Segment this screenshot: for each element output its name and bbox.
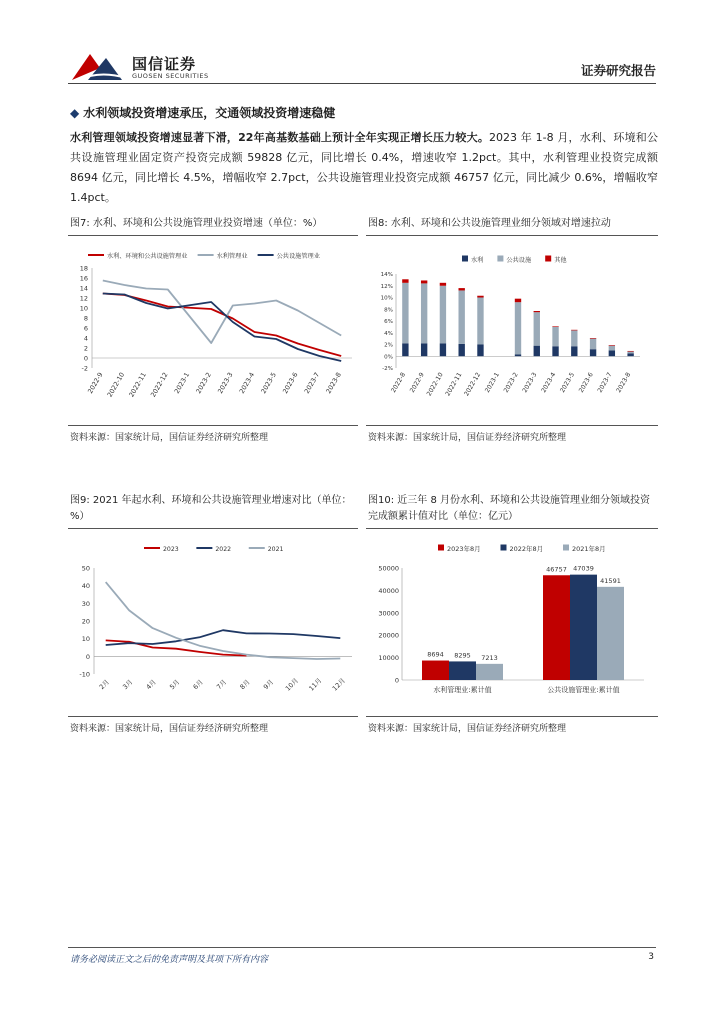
- y-tick-1: 0: [85, 652, 90, 661]
- legend-label-1: 水利管理业: [216, 253, 248, 260]
- x-tick-12: 2023-8: [615, 371, 633, 394]
- series-line-2: [106, 582, 341, 659]
- y-tick-6: 50: [81, 564, 90, 573]
- x-tick-2: 2022-11: [127, 371, 148, 399]
- x-tick-1: 3月: [121, 677, 135, 692]
- y-tick-1: 0: [83, 354, 88, 363]
- fig10-chart: [366, 532, 658, 714]
- bar-2-3: [459, 288, 465, 290]
- y-tick-3: 30000: [378, 609, 399, 618]
- legend-label-0: 2023: [163, 546, 179, 553]
- x-tick-10: 12月: [330, 676, 347, 693]
- body-paragraph: [70, 128, 658, 208]
- fig7-source: 资料来源：国家统计局，国信证券经济研究所整理: [70, 433, 269, 443]
- bar-1-12: [627, 352, 633, 354]
- bar-1-7: [534, 312, 540, 345]
- x-tick-9: 11月: [307, 676, 324, 693]
- legend-label-0: 2023年8月: [447, 545, 481, 553]
- x-tick-7: 2023-3: [521, 371, 539, 394]
- bar-2-6: [515, 299, 521, 303]
- bar-0-2: [440, 343, 446, 356]
- bar-0-3: [459, 344, 465, 356]
- bar-2-12: [627, 351, 633, 352]
- legend-swatch-1: [497, 256, 503, 262]
- y-tick-8: 14: [79, 284, 88, 293]
- x-tick-8: 2023-5: [259, 371, 278, 395]
- bar-0-8: [552, 346, 558, 356]
- fig8-chart: [366, 238, 658, 423]
- x-tick-3: 2022-11: [444, 371, 464, 398]
- x-tick-11: 2023-7: [596, 371, 614, 394]
- bar-1-8: [552, 327, 558, 346]
- page-number: 3: [648, 952, 654, 962]
- guosen-logo: [70, 50, 130, 84]
- y-tick-2: 2: [83, 344, 88, 353]
- x-tick-5: 2023-2: [194, 371, 213, 395]
- x-tick-4: 2022-12: [463, 371, 483, 398]
- y-tick-0: -2%: [382, 366, 393, 373]
- bar-0-4: [477, 345, 483, 357]
- legend-swatch-2: [545, 256, 551, 262]
- y-tick-2: 2%: [384, 342, 393, 349]
- y-tick-1: 0%: [384, 354, 393, 361]
- x-tick-1: 公共设施管理业:累计值: [547, 686, 620, 694]
- data-label-1-0: 8295: [454, 651, 471, 660]
- fig9-top-rule: [68, 528, 358, 529]
- fig7-top-rule: [68, 235, 358, 236]
- diamond-bullet-icon: ◆: [70, 106, 80, 120]
- x-tick-2: 4月: [144, 677, 158, 692]
- y-tick-5: 8%: [384, 307, 393, 314]
- x-tick-1: 2022-9: [408, 371, 426, 394]
- bar-0-9: [571, 346, 577, 356]
- x-tick-0: 2022-8: [390, 371, 408, 394]
- y-tick-4: 6%: [384, 319, 393, 326]
- footer-disclaimer: 请务必阅读正文之后的免责声明及其项下所有内容: [70, 955, 269, 965]
- y-tick-2: 10: [81, 635, 90, 644]
- y-tick-2: 20000: [378, 631, 399, 640]
- legend-label-2: 2021: [267, 546, 284, 553]
- x-tick-8: 2023-4: [540, 371, 558, 394]
- bar-0-0: [402, 343, 408, 356]
- fig10-bottom-rule: [366, 716, 658, 717]
- bar-0-1: [421, 343, 427, 356]
- legend-label-0: 水利、环境和公共设施管理业: [107, 253, 188, 260]
- bar-1-4: [477, 298, 483, 345]
- legend-label-2: 公共设施管理业: [276, 253, 320, 260]
- fig10-title: 图10: 近三年 8 月份水利、环境和公共设施管理业细分领域投资完成额累计值对比（单位：亿元）: [368, 495, 650, 522]
- bar-1-0: [449, 661, 476, 680]
- fig7-title: 图7: 水利、环境和公共设施管理业投资增速（单位：%）: [70, 218, 323, 229]
- legend-swatch-0: [462, 256, 468, 262]
- bar-2-8: [552, 326, 558, 327]
- bar-1-11: [609, 346, 615, 351]
- para-rest: 2023 年 1-8 月，水利、环境和公共设施管理业固定资产投资完成额 59828 亿元，同比增长 0.4%，增速收窄 1.2pct。其中，水利管理业投资完成额 8694 亿元，同比增长 4.5%，增幅收窄 2.7pct，公共设施管理业投资完成额 46757 亿元，同比减少 0.6%，增幅收窄 1.4pct。: [70, 131, 659, 204]
- bar-2-1: [421, 280, 427, 283]
- legend-swatch-2: [563, 545, 569, 551]
- bar-2-10: [590, 338, 596, 339]
- fig8-source: 资料来源：国家统计局，国信证券经济研究所整理: [368, 433, 567, 443]
- x-tick-3: 2022-12: [149, 371, 170, 399]
- bar-1-1: [570, 575, 597, 680]
- series-line-1: [106, 630, 341, 645]
- x-tick-7: 9月: [261, 677, 276, 692]
- legend-label-1: 公共设施: [506, 257, 532, 264]
- x-tick-10: 2023-6: [577, 371, 595, 394]
- fig7-chart: [68, 238, 360, 423]
- report-type: 证券研究报告: [580, 63, 656, 78]
- x-tick-6: 2023-2: [502, 371, 520, 394]
- bar-0-12: [627, 353, 633, 356]
- data-label-0-1: 46757: [546, 565, 567, 574]
- bar-2-7: [534, 311, 540, 312]
- y-tick-6: 10%: [380, 295, 393, 302]
- x-tick-5: 2023-1: [483, 371, 501, 394]
- legend-label-2: 2021年8月: [572, 545, 606, 553]
- bar-1-6: [515, 302, 521, 354]
- y-tick-4: 40000: [378, 586, 399, 595]
- legend-swatch-1: [501, 545, 507, 551]
- y-tick-4: 30: [81, 599, 90, 608]
- x-tick-6: 2023-3: [216, 371, 235, 395]
- y-tick-7: 12%: [380, 283, 393, 290]
- section-heading: [70, 104, 335, 121]
- x-tick-7: 2023-4: [237, 371, 257, 395]
- logo-text-cn: 国信证券: [132, 55, 197, 73]
- y-tick-4: 6: [83, 324, 88, 333]
- bar-1-10: [590, 339, 596, 350]
- bar-1-0: [402, 283, 408, 344]
- y-tick-1: 10000: [378, 654, 399, 663]
- x-tick-4: 2023-1: [172, 371, 192, 395]
- y-tick-8: 14%: [380, 272, 393, 279]
- bar-1-1: [421, 283, 427, 343]
- bar-1-9: [571, 330, 577, 346]
- y-tick-7: 12: [79, 294, 88, 303]
- x-tick-2: 2022-10: [425, 371, 445, 398]
- data-label-2-0: 7213: [481, 653, 498, 662]
- x-tick-4: 6月: [191, 677, 205, 692]
- fig10-source: 资料来源：国家统计局，国信证券经济研究所整理: [368, 724, 567, 734]
- bar-1-3: [459, 290, 465, 343]
- fig10-top-rule: [366, 528, 658, 529]
- y-tick-10: 18: [79, 264, 88, 273]
- x-tick-3: 5月: [168, 677, 182, 692]
- x-tick-11: 2023-8: [324, 371, 343, 395]
- legend-label-2: 其他: [554, 257, 567, 264]
- legend-label-0: 水利: [471, 257, 484, 264]
- legend-label-1: 2022: [215, 546, 232, 553]
- x-tick-8: 10月: [283, 676, 301, 693]
- y-tick-6: 10: [79, 304, 88, 313]
- data-label-2-1: 41591: [600, 576, 621, 585]
- bar-0-1: [543, 575, 570, 680]
- y-tick-5: 40: [81, 582, 90, 591]
- fig8-bottom-rule: [366, 425, 658, 426]
- x-tick-0: 水利管理业:累计值: [433, 686, 492, 694]
- footer-divider: [68, 947, 656, 948]
- header-divider: [68, 83, 656, 84]
- bar-2-0: [476, 664, 503, 680]
- bar-0-0: [422, 661, 449, 680]
- fig7-bottom-rule: [68, 425, 358, 426]
- y-tick-3: 4: [83, 334, 88, 343]
- x-tick-0: 2022-9: [86, 371, 105, 395]
- logo-text-en: GUOSEN SECURITIES: [132, 72, 209, 80]
- fig9-source: 资料来源：国家统计局，国信证券经济研究所整理: [70, 724, 269, 734]
- y-tick-3: 4%: [384, 330, 393, 337]
- data-label-0-0: 8694: [427, 650, 444, 659]
- legend-label-1: 2022年8月: [509, 545, 544, 553]
- para-bold-lead: 水利管理领域投资增速显著下滑，22年高基数基础上预计全年实现正增长压力较大。: [70, 131, 490, 144]
- y-tick-5: 50000: [378, 564, 399, 573]
- bar-2-9: [571, 330, 577, 331]
- x-tick-0: 2月: [97, 677, 111, 692]
- y-tick-0: -10: [79, 670, 90, 679]
- y-tick-5: 8: [83, 314, 88, 323]
- y-tick-3: 20: [81, 617, 90, 626]
- section-heading-text: 水利领域投资增速承压，交通领域投资增速稳健: [83, 106, 336, 120]
- bar-2-1: [597, 587, 624, 680]
- data-label-1-1: 47039: [573, 564, 594, 573]
- y-tick-0: -2: [81, 364, 88, 373]
- fig8-title: 图8: 水利、环境和公共设施管理业细分领域对增速拉动: [368, 218, 611, 229]
- bar-0-7: [534, 346, 540, 357]
- y-tick-9: 16: [79, 274, 88, 283]
- y-tick-0: 0: [394, 676, 399, 685]
- x-tick-9: 2023-5: [559, 371, 577, 394]
- bar-0-10: [590, 349, 596, 356]
- bar-0-6: [515, 354, 521, 356]
- bar-2-11: [609, 345, 615, 346]
- bar-2-0: [402, 279, 408, 283]
- x-tick-1: 2022-10: [105, 371, 127, 399]
- bar-1-2: [440, 286, 446, 344]
- fig9-chart: [68, 532, 360, 714]
- fig8-top-rule: [366, 235, 658, 236]
- x-tick-10: 2023-7: [302, 371, 322, 395]
- fig9-title: 图9: 2021 年起水利、环境和公共设施管理业增速对比（单位：%）: [70, 495, 352, 522]
- x-tick-6: 8月: [238, 677, 252, 692]
- x-tick-5: 7月: [214, 677, 229, 692]
- series-line-2: [103, 294, 341, 362]
- bar-2-2: [440, 283, 446, 286]
- legend-swatch-0: [438, 545, 444, 551]
- fig9-bottom-rule: [68, 716, 358, 717]
- bar-0-11: [609, 350, 615, 356]
- x-tick-9: 2023-6: [281, 371, 300, 395]
- bar-2-4: [477, 296, 483, 298]
